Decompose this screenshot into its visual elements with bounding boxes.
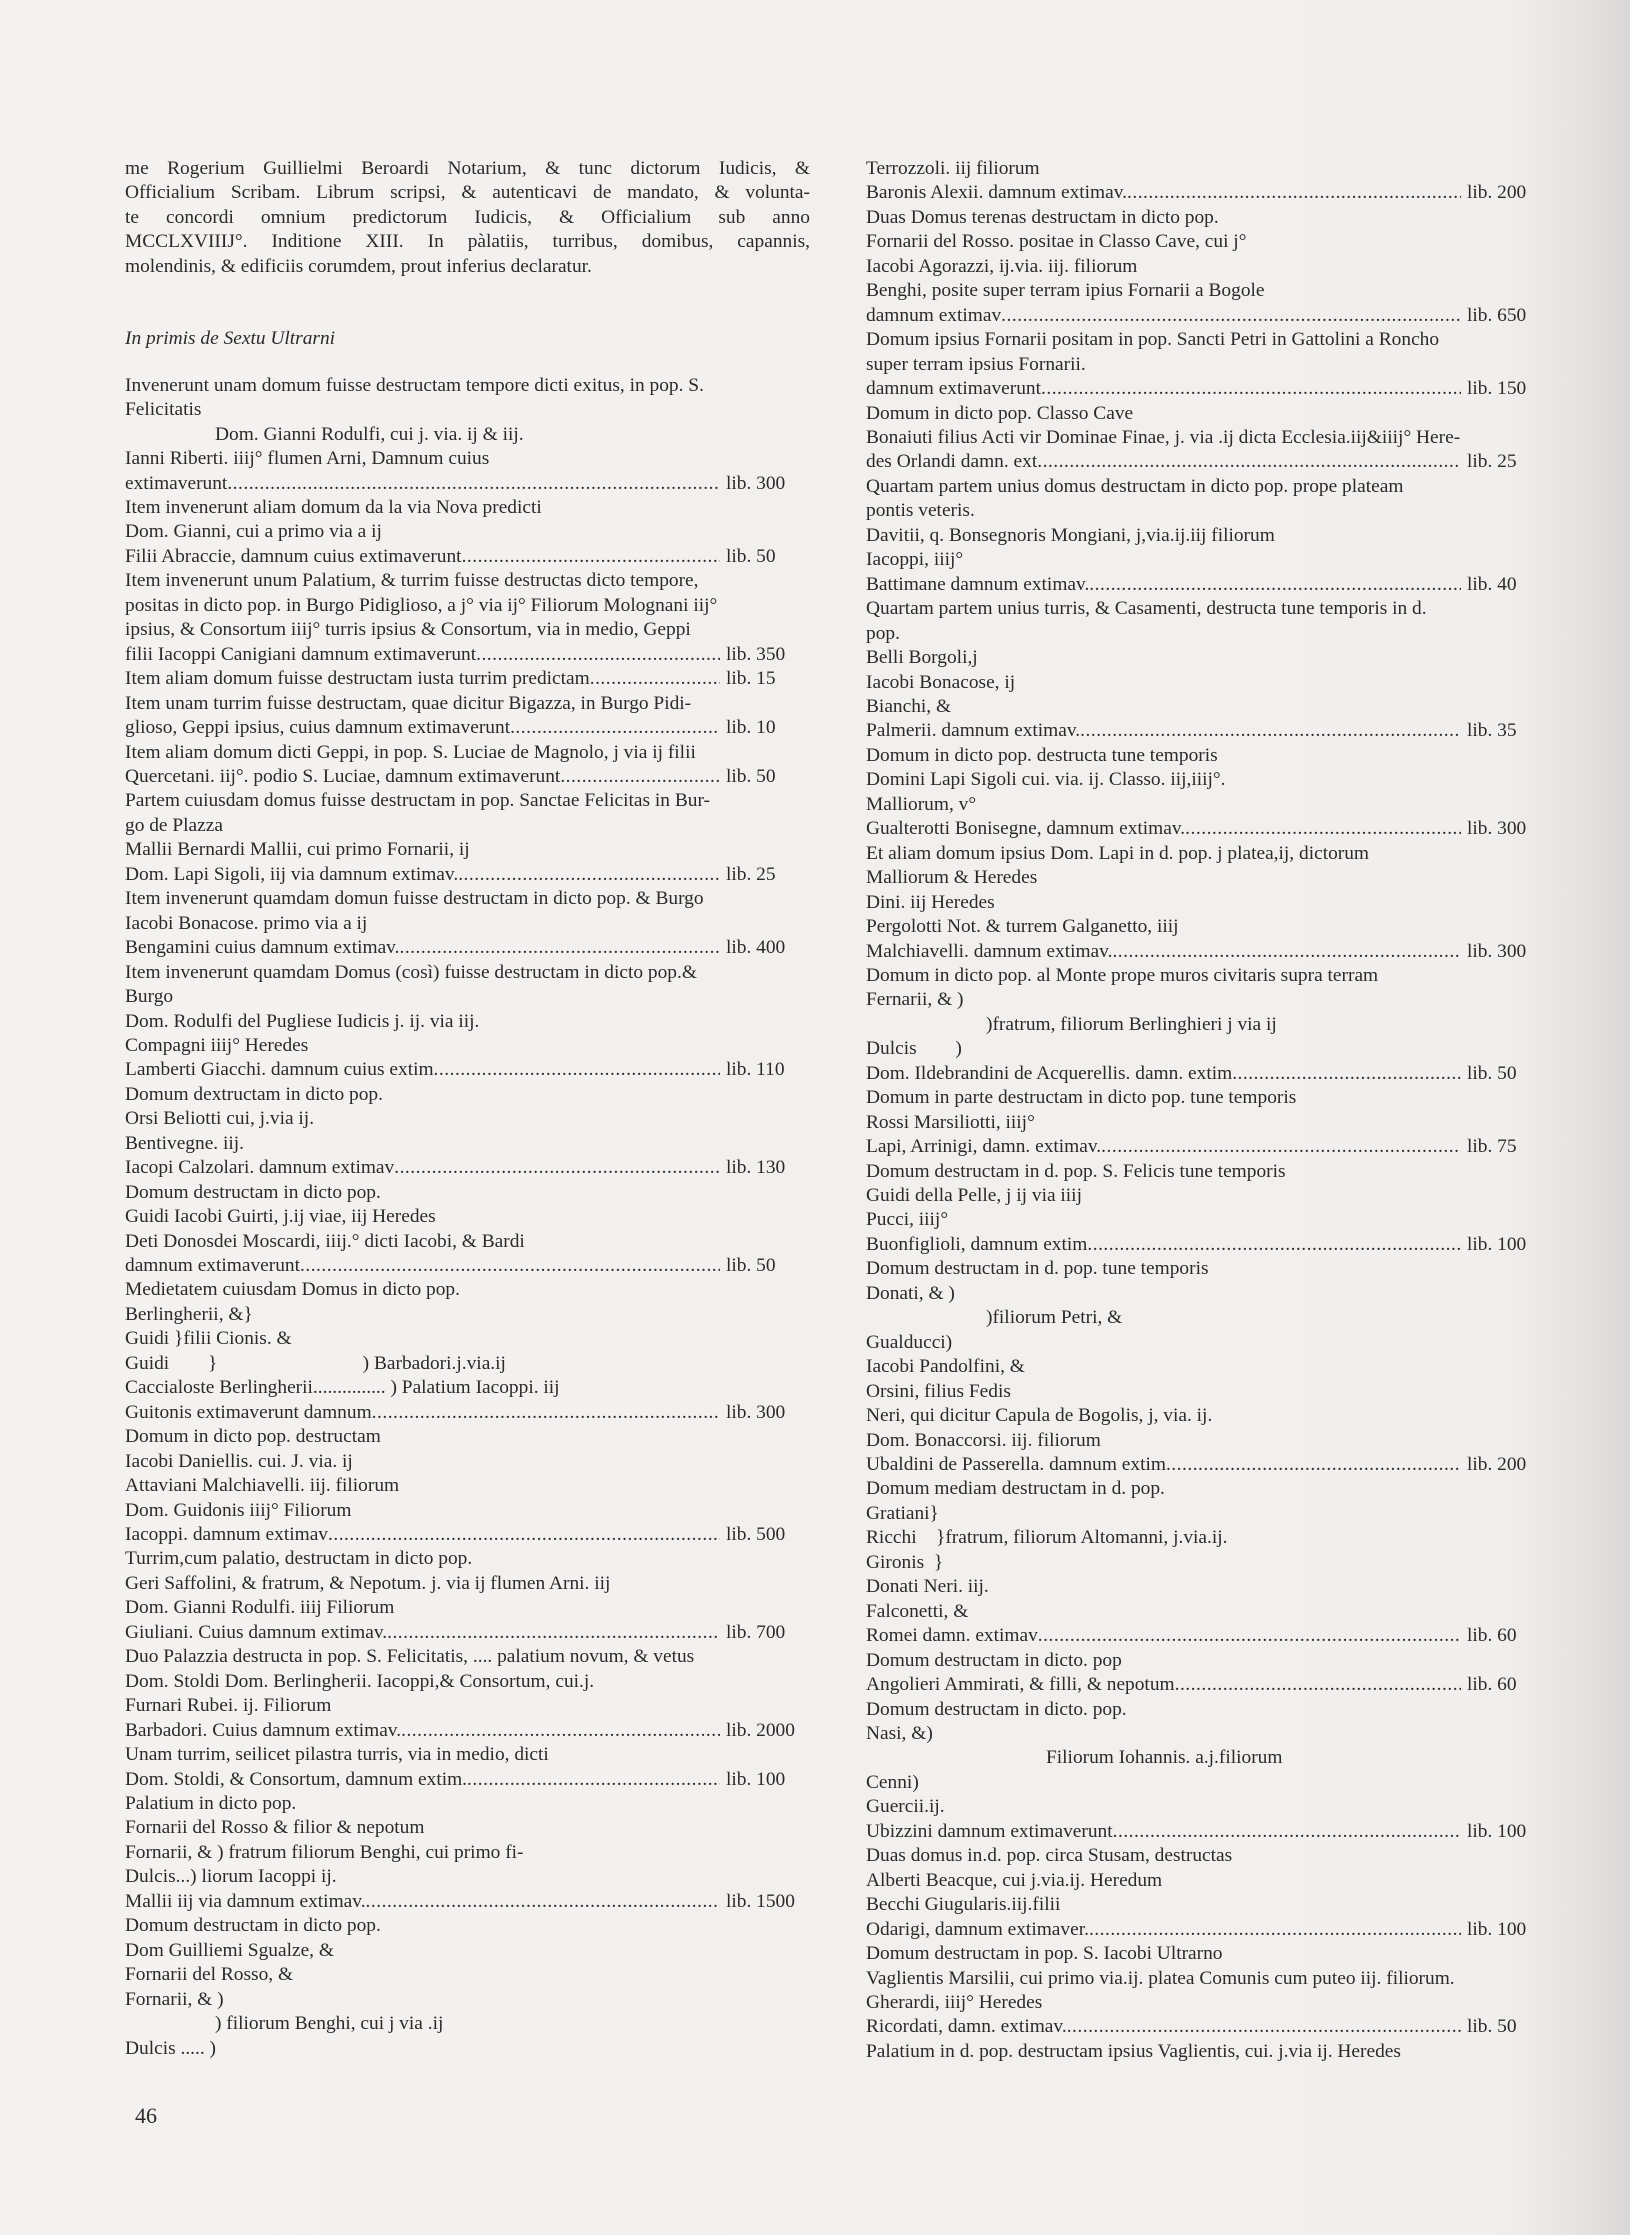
spacer (125, 279, 810, 327)
text-line: Malliorum, v° (866, 793, 977, 815)
dot-leader (387, 1621, 720, 1645)
text-line: Domum mediam destructam in d. pop. (866, 1478, 1165, 1500)
text-line: Guidi }filii Cionis. & (125, 1328, 292, 1350)
text-line: Dom. Guidonis iiij° Filiorum (125, 1499, 352, 1521)
entry-text: damnum extimaverunt (866, 378, 1042, 400)
text-line: Item invenerunt unum Palatium, & turrim fuisse destructas dicto tempore, (125, 570, 699, 592)
text-line: Item unam turrim fuisse destructam, quae dicitur Bigazza, in Burgo Pidi- (125, 692, 692, 714)
text-line: positas in dicto pop. in Burgo Pidiglioso, a j° via ij° Filiorum Molognani iij° (125, 594, 718, 616)
text-line: Alberti Beacque, cui j.via.ij. Heredum (866, 1869, 1163, 1891)
dot-leader (1089, 573, 1461, 597)
dot-leader (1101, 1135, 1461, 1159)
entry-text: Odarigi, damnum extimaver. (866, 1918, 1089, 1940)
entry-value: lib. 150 (1467, 378, 1527, 400)
left-column (125, 157, 810, 2061)
text-line: Dom. Gianni Rodulfi. iiij Filiorum (125, 1597, 395, 1619)
text-line: Dom. Bonaccorsi. iij. filiorum (866, 1429, 1101, 1451)
text-line: Fornarii, & ) fratrum filiorum Benghi, cui primo fi- (125, 1841, 524, 1863)
text-line: Turrim,cum palatio, destructam in dicto pop. (125, 1548, 473, 1570)
dot-leader (394, 1156, 720, 1180)
entry-value: lib. 650 (1467, 304, 1527, 326)
text-line: Domum in dicto pop. destructa tune temporis (866, 744, 1218, 766)
entry-text: Iacoppi. damnum extimav (125, 1524, 329, 1546)
ledger-entry (866, 1233, 1551, 1257)
dot-leader (1089, 1918, 1461, 1942)
text-line: Domum destructam in d. pop. S. Felicis tune temporis (866, 1160, 1286, 1182)
entry-text: Ubizzini damnum extimaverunt (866, 1820, 1113, 1842)
text-line: super terram ipsius Fornarii. (866, 353, 1086, 375)
entry-text: Baronis Alexii. damnum extimav. (866, 182, 1128, 204)
entry-text: Dom. Ildebrandini de Acquerellis. damn. extim (866, 1062, 1233, 1084)
entry-value: lib. 100 (1467, 1918, 1527, 1940)
dot-leader (560, 765, 720, 789)
entry-text: filii Iacoppi Canigiani damnum extimaverunt (125, 643, 477, 665)
text-line: Medietatem cuiusdam Domus in dicto pop. (125, 1279, 460, 1301)
dot-leader (399, 936, 720, 960)
intro-line: molendinis, & edificiis corumdem, prout inferius declaratur. (125, 255, 592, 277)
entry-value: lib. 50 (1467, 1062, 1517, 1084)
text-line: Domum destructam in d. pop. tune temporis (866, 1258, 1209, 1280)
right-entries (866, 157, 1551, 2064)
dot-leader (227, 472, 720, 496)
entry-text: extimaverunt (125, 472, 228, 494)
dot-leader (1087, 1233, 1461, 1257)
dot-leader (1001, 304, 1461, 328)
entry-text: Quercetani. iij°. podio S. Luciae, damnum extimaverunt (125, 765, 561, 787)
intro-line: MCCLXVIIIJ°. Inditione XIII. In pàlatiis, turribus, domibus, capannis, (125, 231, 810, 253)
text-line: pontis veteris. (866, 500, 975, 522)
dot-leader (1185, 817, 1461, 841)
text-line: Rossi Marsiliotti, iiij° (866, 1111, 1035, 1133)
entry-value: lib. 350 (726, 643, 786, 665)
text-line: Falconetti, & (866, 1600, 969, 1622)
text-line: Deti Donosdei Moscardi, iiij.° dicti Iacobi, & Bardi (125, 1230, 525, 1252)
ledger-entry (866, 1624, 1551, 1648)
text-line: Becchi Giugularis.iij.filii (866, 1894, 1061, 1916)
dot-leader (458, 863, 720, 887)
ledger-entry (866, 817, 1551, 841)
entry-text: Iacopi Calzolari. damnum extimav (125, 1157, 395, 1179)
entry-value: lib. 100 (1467, 1233, 1527, 1255)
entry-text: Dom. Lapi Sigoli, iij via damnum extimav. (125, 863, 459, 885)
entry-text: Battimane damnum extimav. (866, 573, 1090, 595)
text-line: Malliorum & Heredes (866, 867, 1038, 889)
entry-text: Barbadori. Cuius damnum extimav. (125, 1719, 402, 1741)
dot-leader (462, 545, 720, 569)
entry-text: Buonfiglioli, damnum extim (866, 1233, 1088, 1255)
ledger-entry (125, 863, 810, 887)
dot-leader (1112, 940, 1461, 964)
entry-value: lib. 110 (726, 1059, 785, 1081)
ledger-entry (866, 1135, 1551, 1159)
entry-value: lib. 2000 (726, 1719, 795, 1741)
text-line: Iacobi Bonacose, ij (866, 671, 1016, 693)
entry-value: lib. 25 (1467, 451, 1517, 473)
text-line: pop. (866, 622, 900, 644)
ledger-entry (866, 304, 1551, 328)
ledger-entry (866, 377, 1551, 401)
page-number: 46 (135, 2103, 157, 2128)
text-line: Partem cuiusdam domus fuisse destructam in pop. Sanctae Felicitas in Bur- (125, 790, 710, 812)
dot-leader (300, 1254, 720, 1278)
text-line: Item invenerunt aliam domum da la via Nova predicti (125, 496, 542, 518)
ledger-entry (866, 450, 1551, 474)
text-line: Dom. Stoldi Dom. Berlingherii. Iacoppi,& Consortum, cui.j. (125, 1670, 595, 1692)
entry-value: lib. 100 (726, 1768, 786, 1790)
dot-leader (476, 643, 720, 667)
text-line: Domum destructam in dicto pop. (125, 1915, 381, 1937)
text-line: Pergolotti Not. & turrem Galganetto, iiij (866, 916, 1179, 938)
entry-text: damnum extimav (866, 304, 1002, 326)
text-line: Dom. Gianni Rodulfi, cui j. via. ij & iij. (215, 423, 524, 445)
entry-value: lib. 15 (726, 668, 776, 690)
text-line: Gironis } (866, 1551, 944, 1573)
text-line: Iacobi Bonacose. primo via a ij (125, 912, 368, 934)
dot-leader (1038, 1624, 1461, 1648)
text-line: Dulcis ..... ) (125, 2037, 217, 2059)
ledger-entry (125, 765, 810, 789)
entry-text: Filii Abraccie, damnum cuius extimaverunt (125, 545, 462, 567)
entry-value: lib. 300 (726, 1401, 786, 1423)
ledger-entry (125, 1254, 810, 1278)
text-line: Cenni) (866, 1771, 919, 1793)
text-line: Guercii.ij. (866, 1796, 945, 1818)
text-line: Item invenerunt quamdam Domus (così) fuisse destructam in dicto pop.& (125, 961, 697, 983)
entry-text: Mallii iij via damnum extimav. (125, 1890, 366, 1912)
entry-text: Item aliam domum fuisse destructam iusta turrim predictam (125, 668, 590, 690)
intro-line: me Rogerium Guillielmi Beroardi Notarium, & tunc dictorum Iudicis, & (125, 158, 810, 179)
text-line: Fornarii del Rosso & filior & nepotum (125, 1817, 425, 1839)
text-line: Compagni iiij° Heredes (125, 1034, 309, 1056)
text-line: Domini Lapi Sigoli cui. via. ij. Classo. iij,iiij°. (866, 769, 1226, 791)
ledger-entry (866, 719, 1551, 743)
ledger-entry (125, 667, 810, 691)
ledger-entry (866, 940, 1551, 964)
entry-text: Dom. Stoldi, & Consortum, damnum extim. (125, 1768, 468, 1790)
text-line: Furnari Rubei. ij. Filiorum (125, 1695, 332, 1717)
dot-leader (1041, 377, 1461, 401)
entry-text: Guitonis extimaverunt damnum (125, 1401, 372, 1423)
dot-leader (434, 1058, 720, 1082)
entry-value: lib. 300 (1467, 940, 1527, 962)
ledger-entry (866, 1820, 1551, 1844)
text-line: Duas Domus terenas destructam in dicto pop. (866, 206, 1219, 228)
dot-leader (1113, 1820, 1461, 1844)
ledger-entry (866, 1062, 1551, 1086)
right-column (866, 157, 1551, 2064)
entry-text: glioso, Geppi ipsius, cuius damnum extimaverunt (125, 717, 511, 739)
text-line: Gualducci) (866, 1331, 953, 1353)
text-line: Iacobi Agorazzi, ij.via. iij. filiorum (866, 255, 1138, 277)
ledger-entry (866, 1453, 1551, 1477)
text-line: Bonaiuti filius Acti vir Dominae Finae, j. via .ij dicta Ecclesia.iij&iiij° Here- (866, 426, 1461, 448)
ledger-entry (125, 643, 810, 667)
text-line: Ianni Riberti. iiij° flumen Arni, Damnum cuius (125, 448, 490, 470)
text-line: Palatium in dicto pop. (125, 1793, 297, 1814)
entry-value: lib. 60 (1467, 1625, 1517, 1647)
text-line: Dini. iij Heredes (866, 891, 995, 913)
dot-leader (1232, 1062, 1461, 1086)
entry-value: lib. 200 (1467, 1454, 1527, 1476)
text-line: Invenerunt unam domum fuisse destructam tempore dicti exitus, in pop. S. (125, 374, 704, 396)
entry-value: lib. 75 (1467, 1136, 1517, 1158)
text-line: Dulcis...) liorum Iacoppi ij. (125, 1866, 337, 1888)
ledger-entry (125, 1058, 810, 1082)
text-line: Domum in parte destructam in dicto pop. tune temporis (866, 1087, 1297, 1109)
ledger-entry (125, 1890, 810, 1914)
ledger-entry (125, 936, 810, 960)
text-line: Neri, qui dicitur Capula de Bogolis, j, via. ij. (866, 1405, 1213, 1427)
entry-text: Ubaldini de Passerella. damnum extim (866, 1454, 1166, 1476)
entry-text: Malchiavelli. damnum extimav. (866, 940, 1113, 962)
text-line: Fernarii, & ) (866, 989, 964, 1011)
text-line: Duas domus in.d. pop. circa Stusam, destructas (866, 1845, 1233, 1867)
text-line: Domum in dicto pop. Classo Cave (866, 402, 1134, 424)
ledger-entry (125, 545, 810, 569)
text-line: Orsini, filius Fedis (866, 1380, 1011, 1402)
text-line: Gratiani} (866, 1502, 939, 1524)
text-line: Duo Palazzia destructa in pop. S. Felicitatis, .... palatium novum, & vetus (125, 1646, 695, 1668)
dot-leader (1175, 1673, 1461, 1697)
text-line: Filiorum Iohannis. a.j.filiorum (1046, 1747, 1283, 1769)
text-line: Bentivegne. iij. (125, 1132, 245, 1154)
section-heading: In primis de Sextu Ultrarni (125, 328, 336, 350)
intro-line: te concordi omnium predictorum Iudicis, & Officialium sub anno (125, 206, 810, 228)
text-line: Domum ipsius Fornarii positam in pop. Sancti Petri in Gattolini a Roncho (866, 329, 1440, 351)
ledger-entry (866, 181, 1551, 205)
entry-text: Giuliani. Cuius damnum extimav. (125, 1621, 388, 1643)
ledger-entry (866, 1673, 1551, 1697)
ledger-entry (125, 1156, 810, 1180)
spacer (125, 352, 810, 374)
entry-text: Bengamini cuius damnum extimav. (125, 937, 400, 959)
text-line: Dom. Rodulfi del Pugliese Iudicis j. ij. via iij. (125, 1010, 480, 1032)
entry-value: lib. 50 (726, 545, 776, 567)
dot-leader (1166, 1453, 1461, 1477)
dot-leader (590, 667, 720, 691)
text-line: Donati Neri. iij. (866, 1576, 989, 1598)
dot-leader (372, 1401, 720, 1425)
entry-text: Gualterotti Bonisegne, damnum extimav. (866, 818, 1186, 840)
dot-leader (1067, 2015, 1461, 2039)
text-line: Benghi, posite super terram ipius Fornarii a Bogole (866, 280, 1265, 302)
entry-value: lib. 25 (726, 863, 776, 885)
text-line: Mallii Bernardi Mallii, cui primo Fornarii, ij (125, 839, 470, 861)
entry-text: Ricordati, damn. extimav. (866, 2016, 1067, 2038)
entry-value: lib. 100 (1467, 1820, 1527, 1842)
text-line: Berlingherii, &} (125, 1303, 253, 1325)
text-line: Guidi } ) Barbadori.j.via.ij (125, 1352, 506, 1374)
text-line: Domum in dicto pop. al Monte prope muros civitaris supra terram (866, 964, 1379, 986)
text-line: Terrozzoli. iij filiorum (866, 158, 1040, 179)
entry-value: lib. 35 (1467, 720, 1517, 742)
text-line: Orsi Beliotti cui, j.via ij. (125, 1108, 315, 1130)
text-line: Domum destructam in dicto pop. (125, 1181, 381, 1203)
text-line: Item invenerunt quamdam domun fuisse destructam in dicto pop. & Burgo (125, 888, 704, 910)
text-line: ipsius, & Consortum iiij° turris ipsius & Consortum, via in medio, Geppi (125, 619, 691, 641)
dot-leader (1037, 450, 1461, 474)
text-line: Domum destructam in dicto. pop. (866, 1698, 1127, 1720)
text-line: Vaglientis Marsilii, cui primo via.ij. platea Comunis cum puteo iij. filiorum. (866, 1967, 1455, 1989)
dot-leader (401, 1719, 720, 1743)
entry-value: lib. 10 (726, 717, 776, 739)
text-line: Iacobi Pandolfini, & (866, 1356, 1025, 1378)
text-line: ) filiorum Benghi, cui j via .ij (215, 2013, 444, 2035)
text-line: Nasi, &) (866, 1723, 933, 1744)
text-line: Guidi Iacobi Guirti, j.ij viae, iij Heredes (125, 1206, 436, 1228)
entry-text: Lapi, Arrinigi, damn. extimav. (866, 1136, 1102, 1158)
intro-paragraph (125, 157, 810, 279)
text-line: Domum dextructam in dicto pop. (125, 1083, 383, 1105)
text-line: Belli Borgoli,j (866, 647, 978, 669)
entry-text: Romei damn. extimav (866, 1625, 1038, 1647)
ledger-entry (125, 716, 810, 740)
text-line: Dulcis ) (866, 1038, 962, 1060)
text-line: Fornarii del Rosso, & (125, 1964, 294, 1986)
text-line: Domum destructam in pop. S. Iacobi Ultrarno (866, 1943, 1223, 1965)
dot-leader (1080, 719, 1461, 743)
ledger-entry (125, 1719, 810, 1743)
ledger-entry (866, 2015, 1551, 2039)
text-line: Pucci, iiij° (866, 1209, 949, 1231)
ledger-entry (866, 1918, 1551, 1942)
text-line: Et aliam domum ipsius Dom. Lapi in d. pop. j platea,ij, dictorum (866, 842, 1370, 864)
text-line: Caccialoste Berlingherii............... ) Palatium Iacoppi. iij (125, 1377, 560, 1399)
entry-value: lib. 50 (726, 765, 776, 787)
entry-value: lib. 500 (726, 1524, 786, 1546)
entry-text: Lamberti Giacchi. damnum cuius extim (125, 1059, 434, 1081)
text-line: Domum destructam in dicto. pop (866, 1649, 1122, 1671)
dot-leader (366, 1890, 720, 1914)
text-line: )filiorum Petri, & (986, 1307, 1123, 1329)
dot-leader (467, 1768, 720, 1792)
ledger-entry (125, 1621, 810, 1645)
ledger-entry (125, 1401, 810, 1425)
entry-value: lib. 1500 (726, 1890, 795, 1912)
entry-value: lib. 130 (726, 1157, 786, 1179)
text-line: Fornarii, & ) (125, 1988, 224, 2010)
entry-value: lib. 50 (1467, 2016, 1517, 2038)
text-line: Donati, & ) (866, 1282, 955, 1304)
ledger-entry (125, 1523, 810, 1547)
entry-value: lib. 300 (1467, 818, 1527, 840)
text-line: Davitii, q. Bonsegnoris Mongiani, j,via.ij.iij filiorum (866, 524, 1275, 546)
ledger-entry (125, 1768, 810, 1792)
entry-value: lib. 40 (1467, 573, 1517, 595)
text-line: Dom Guilliemi Sgualze, & (125, 1939, 334, 1961)
ledger-entry (125, 472, 810, 496)
text-line: Domum in dicto pop. destructam (125, 1426, 381, 1448)
text-line: Palatium in d. pop. destructam ipsius Vaglientis, cui. j.via ij. Heredes (866, 2040, 1401, 2062)
entry-value: lib. 60 (1467, 1674, 1517, 1696)
intro-line: Officialium Scribam. Librum scripsi, & autenticavi de mandato, & volunta- (125, 182, 810, 204)
entry-value: lib. 400 (726, 937, 786, 959)
left-entries (125, 374, 810, 2061)
text-line: Felicitatis (125, 399, 202, 421)
entry-text: damnum extimaverunt (125, 1255, 301, 1277)
text-line: Ricchi }fratrum, filiorum Altomanni, j.via.ij. (866, 1527, 1228, 1549)
text-line: Iacoppi, iiij° (866, 549, 964, 571)
entry-value: lib. 200 (1467, 182, 1527, 204)
text-line: Dom. Gianni, cui a primo via a ij (125, 521, 382, 543)
text-line: Gherardi, iiij° Heredes (866, 1991, 1043, 2013)
dot-leader (510, 716, 720, 740)
entry-value: lib. 700 (726, 1621, 786, 1643)
text-line: Bianchi, & (866, 695, 952, 717)
text-line: Unam turrim, seilicet pilastra turris, via in medio, dicti (125, 1744, 549, 1766)
entry-value: lib. 50 (726, 1255, 776, 1277)
text-line: Guidi della Pelle, j ij via iiij (866, 1185, 1082, 1207)
text-line: Burgo (125, 986, 174, 1008)
text-line: Item aliam domum dicti Geppi, in pop. S. Luciae de Magnolo, j via ij filii (125, 741, 696, 763)
text-line: Quartam partem unius domus destructam in dicto pop. prope plateam (866, 475, 1404, 497)
text-line: Quartam partem unius turris, & Casamenti, destructa tune temporis in d. (866, 598, 1427, 620)
dot-leader (328, 1523, 720, 1547)
entry-text: Palmerii. damnum extimav. (866, 720, 1081, 742)
text-line: )fratrum, filiorum Berlinghieri j via ij (986, 1013, 1277, 1035)
text-line: go de Plazza (125, 814, 223, 836)
text-line: Geri Saffolini, & fratrum, & Nepotum. j. via ij flumen Arni. iij (125, 1572, 611, 1594)
entry-text: Angolieri Ammirati, & filli, & nepotum (866, 1674, 1175, 1696)
text-line: Fornarii del Rosso. positae in Classo Cave, cui j° (866, 231, 1247, 253)
entry-value: lib. 300 (726, 472, 786, 494)
text-line: Iacobi Daniellis. cui. J. via. ij (125, 1450, 353, 1472)
ledger-entry (866, 573, 1551, 597)
entry-text: des Orlandi damn. ext (866, 451, 1038, 473)
dot-leader (1127, 181, 1461, 205)
text-line: Attaviani Malchiavelli. iij. filiorum (125, 1475, 400, 1497)
